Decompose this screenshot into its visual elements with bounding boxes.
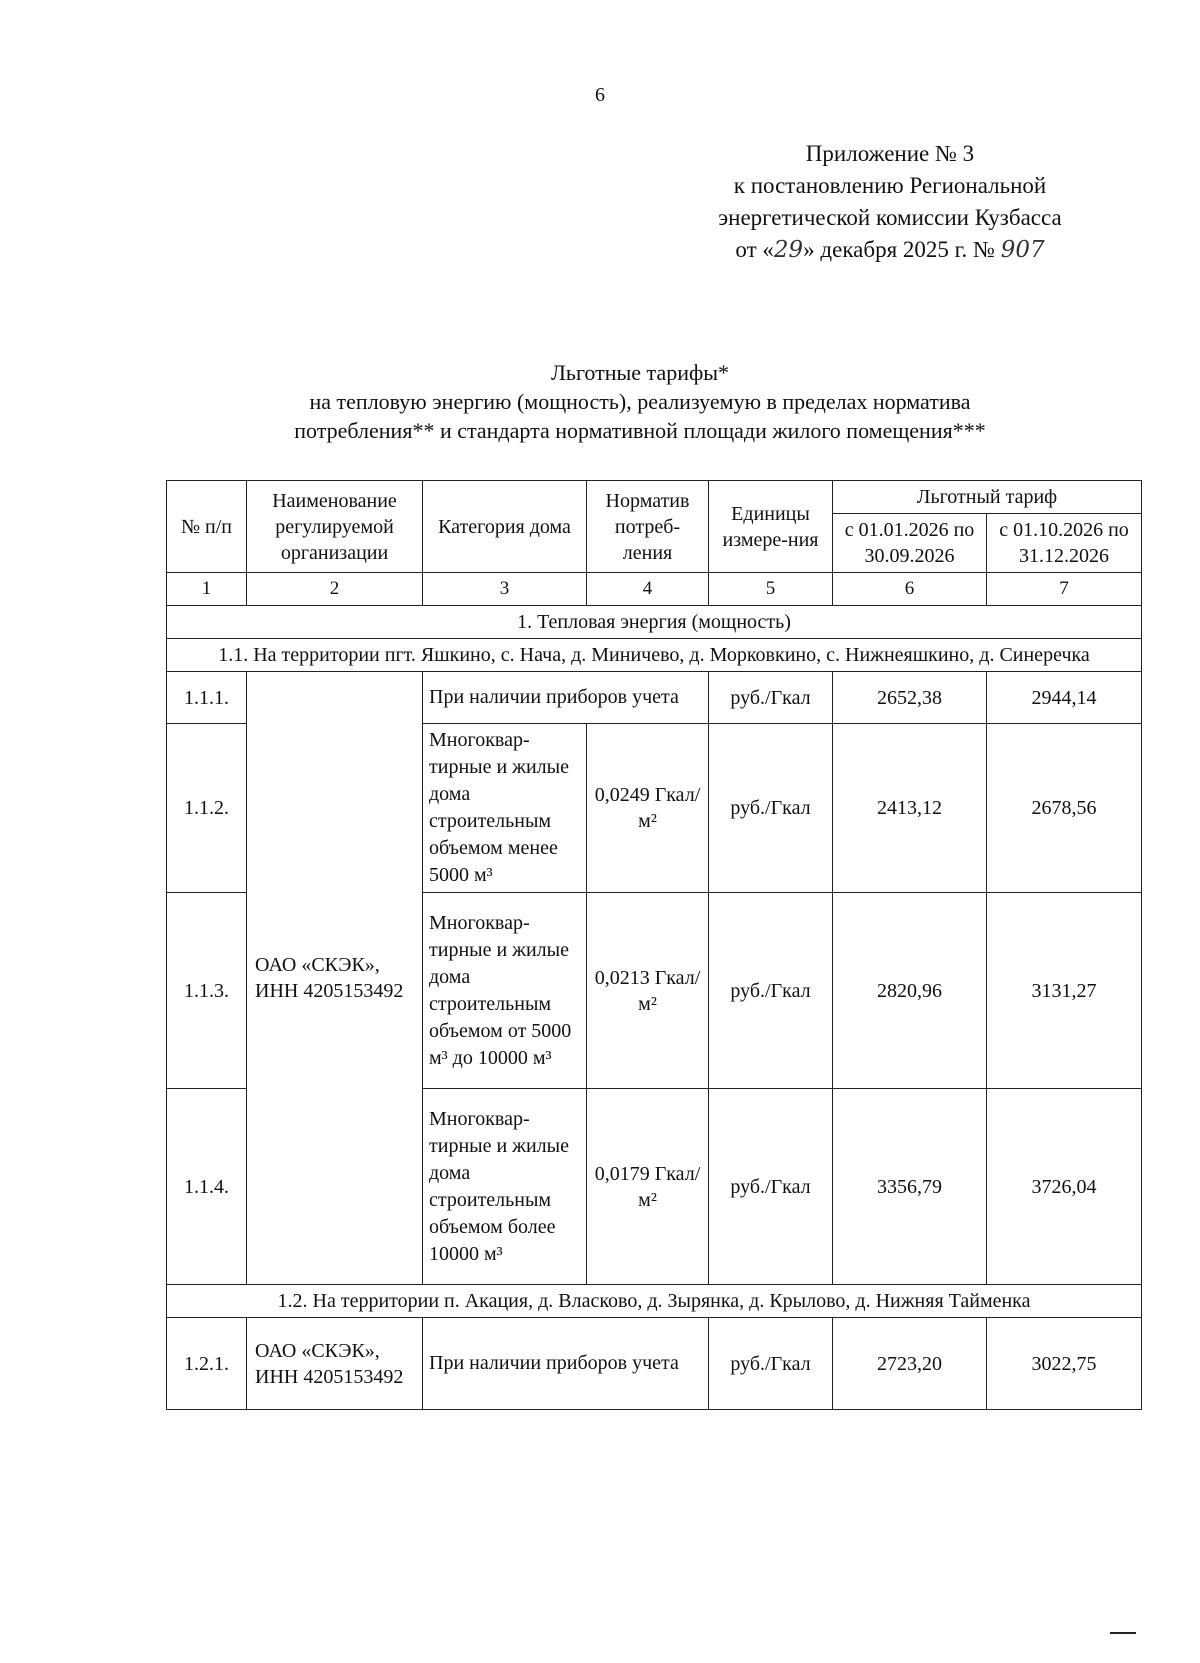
tariff-period-2: 3131,27 (987, 893, 1142, 1089)
tariff-period-2: 3022,75 (987, 1318, 1142, 1410)
end-dash (1110, 1632, 1136, 1634)
appendix-line-3: энергетической комиссии Кузбасса (718, 205, 1062, 230)
header-org: Наименование регулируемой организации (247, 481, 423, 573)
title-line-3: потребления** и стандарта нормативной площади жилого помещения*** (294, 418, 986, 443)
row-number: 1.1.4. (167, 1089, 247, 1285)
appendix-line-2: к постановлению Региональной (733, 173, 1047, 198)
header-row-1 (167, 481, 1142, 514)
header-units: Единицы измере-ния (709, 481, 833, 573)
title-line-1: Льготные тарифы* (550, 360, 730, 385)
row-number: 1.1.3. (167, 893, 247, 1089)
header-category: Категория дома (423, 481, 587, 573)
page-number: 6 (595, 84, 605, 106)
document-title (180, 358, 1100, 445)
header-period-2: с 01.10.2026 по 31.12.2026 (987, 514, 1142, 573)
norm-cell: 0,0179 Гкал/м² (587, 1089, 709, 1285)
organization-cell: ОАО «СКЭК», ИНН 4205153492 (247, 672, 423, 1285)
header-period-1: с 01.01.2026 по 30.09.2026 (833, 514, 987, 573)
category-cell: При наличии приборов учета (423, 1318, 709, 1410)
subsection-heading-2: 1.2. На территории п. Акация, д. Власково, д. Зырянка, д. Крылово, д. Нижняя Тайменка (167, 1285, 1142, 1318)
tariff-table (166, 480, 1142, 1410)
tariff-table-wrapper (166, 480, 1141, 1410)
appendix-date-line (680, 234, 1100, 266)
tariff-period-1: 2652,38 (833, 672, 987, 724)
date-middle: » декабря 2025 г. № (803, 237, 1001, 262)
tariff-period-1: 2820,96 (833, 893, 987, 1089)
column-number-row (167, 573, 1142, 606)
organization-cell: ОАО «СКЭК», ИНН 4205153492 (247, 1318, 423, 1410)
category-cell: Многоквар-тирные и жилые дома строительным объемом более 10000 м³ (423, 1089, 587, 1285)
col-number: 5 (709, 573, 833, 606)
date-day: 29 (773, 237, 804, 263)
row-number: 1.2.1. (167, 1318, 247, 1410)
appendix-line-1: Приложение № 3 (805, 141, 975, 166)
units-cell: руб./Гкал (709, 1089, 833, 1285)
units-cell: руб./Гкал (709, 1318, 833, 1410)
tariff-period-2: 2678,56 (987, 724, 1142, 893)
category-cell: Многоквар-тирные и жилые дома строительным объемом менее 5000 м³ (423, 724, 587, 893)
col-number: 1 (167, 573, 247, 606)
tariff-period-1: 2723,20 (833, 1318, 987, 1410)
row-number: 1.1.2. (167, 724, 247, 893)
table-row (167, 672, 1142, 724)
category-cell: Многоквар-тирные и жилые дома строительным объемом от 5000 м³ до 10000 м³ (423, 893, 587, 1089)
subsection-row (167, 1285, 1142, 1318)
units-cell: руб./Гкал (709, 672, 833, 724)
col-number: 2 (247, 573, 423, 606)
header-tariff-group: Льготный тариф (833, 481, 1142, 514)
row-number: 1.1.1. (167, 672, 247, 724)
header-norm: Норматив потреб-ления (587, 481, 709, 573)
units-cell: руб./Гкал (709, 724, 833, 893)
appendix-header (680, 138, 1100, 266)
header-num: № п/п (167, 481, 247, 573)
tariff-period-1: 3356,79 (833, 1089, 987, 1285)
col-number: 7 (987, 573, 1142, 606)
document-number: 907 (1000, 237, 1045, 263)
col-number: 4 (587, 573, 709, 606)
category-cell: При наличии приборов учета (423, 672, 709, 724)
col-number: 6 (833, 573, 987, 606)
tariff-period-1: 2413,12 (833, 724, 987, 893)
subsection-heading-1: 1.1. На территории пгт. Яшкино, с. Нача, д. Миничево, д. Морковкино, с. Нижнеяшкино, д. Синеречка (167, 639, 1142, 672)
table-row (167, 1318, 1142, 1410)
title-line-2: на тепловую энергию (мощность), реализуемую в пределах норматива (309, 389, 971, 414)
date-prefix: от « (735, 237, 774, 262)
norm-cell: 0,0213 Гкал/м² (587, 893, 709, 1089)
norm-cell: 0,0249 Гкал/м² (587, 724, 709, 893)
section-heading: 1. Тепловая энергия (мощность) (167, 606, 1142, 639)
tariff-period-2: 2944,14 (987, 672, 1142, 724)
units-cell: руб./Гкал (709, 893, 833, 1089)
section-row (167, 606, 1142, 639)
tariff-period-2: 3726,04 (987, 1089, 1142, 1285)
col-number: 3 (423, 573, 587, 606)
subsection-row (167, 639, 1142, 672)
